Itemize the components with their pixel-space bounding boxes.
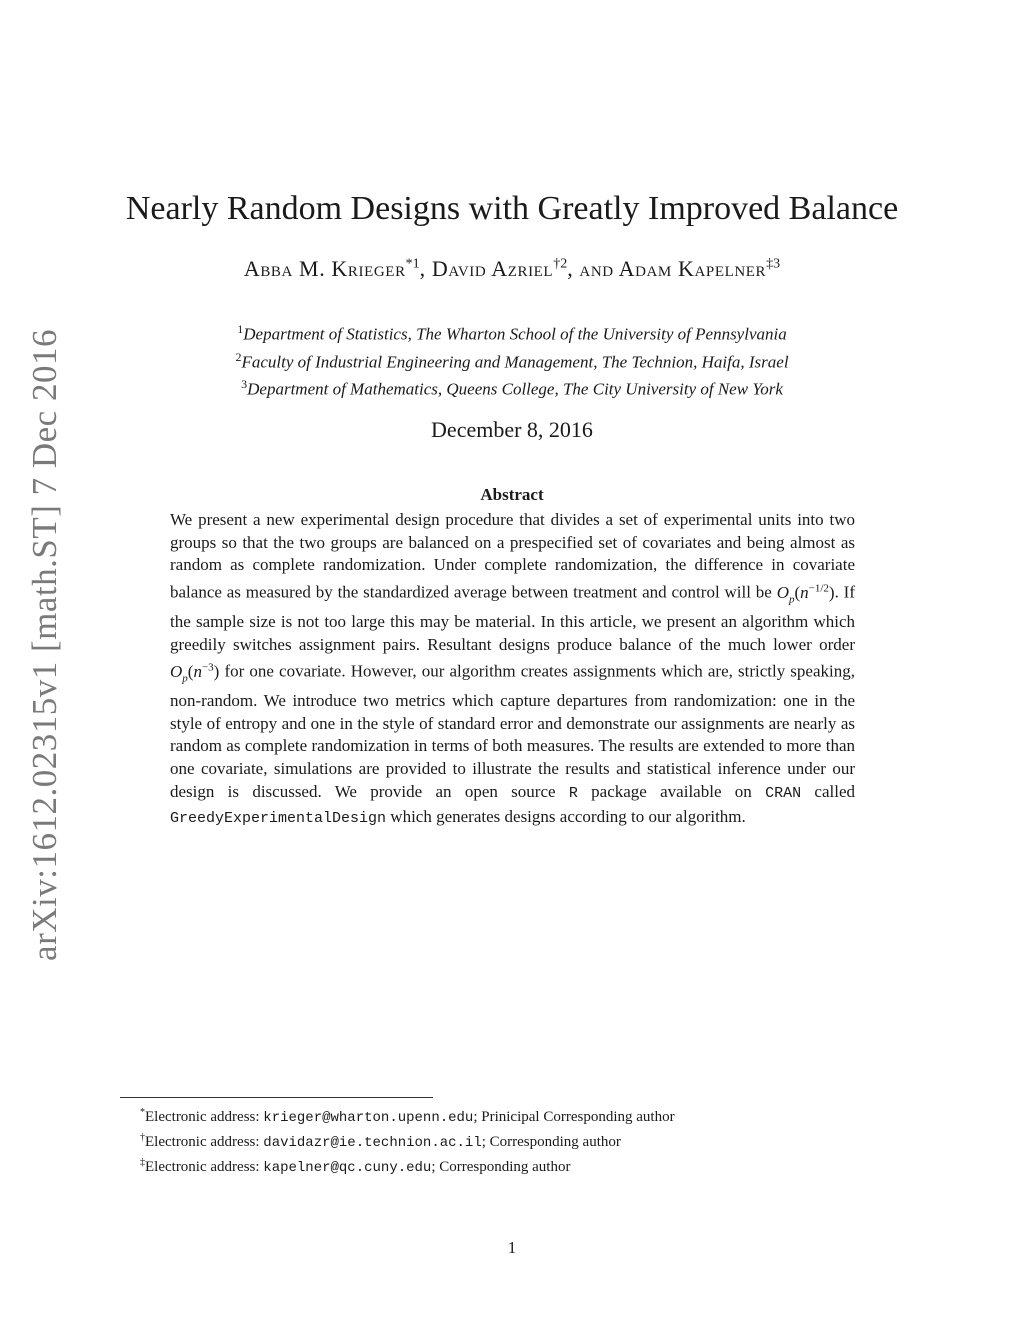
affiliation-number: 1 xyxy=(237,322,244,336)
footnote-mark: † xyxy=(140,1132,145,1143)
abstract-heading: Abstract xyxy=(480,485,544,504)
affiliation-text: Department of Mathematics, Queens College, The City University of New York xyxy=(247,379,783,399)
code-cran: CRAN xyxy=(765,784,802,802)
footnote-list xyxy=(140,1103,675,1178)
math-paren: ( xyxy=(794,582,801,602)
author-footnote-mark: ‡3 xyxy=(766,256,781,272)
affiliation-line xyxy=(0,373,1024,401)
abstract-text: We present a new experimental design procedure that divides a set of experimental units into two groups so that the two groups are balanced on a prespecified set of covariates and being almost as random as complete randomization. Under complete randomization, the difference in covariate balance as measured by the standardized average between treatment and control will be xyxy=(170,510,855,602)
affiliation-number: 3 xyxy=(241,377,248,392)
author-name: Abba M. Krieger xyxy=(243,256,406,281)
author-separator: , and xyxy=(567,256,619,281)
math-op-notation xyxy=(776,582,835,606)
author-footnote-mark: *1 xyxy=(405,256,420,272)
footnote xyxy=(140,1153,675,1178)
author-footnote-mark: †2 xyxy=(553,256,568,272)
footnote-prefix: Electronic address: xyxy=(145,1109,264,1125)
footnote-suffix: ; Corresponding author xyxy=(481,1134,621,1150)
footnote-mark: * xyxy=(140,1107,145,1118)
affiliation-line xyxy=(0,318,1024,346)
footnote-email-link[interactable]: davidazr@ie.technion.ac.il xyxy=(263,1135,482,1151)
arxiv-identifier[interactable]: arXiv:1612.02315v1 [math.ST] 7 Dec 2016 xyxy=(25,329,64,961)
math-subscript: p xyxy=(788,593,795,606)
affiliation-number: 2 xyxy=(235,349,242,364)
abstract-text: package available on xyxy=(577,781,766,801)
math-paren: ( xyxy=(187,661,194,681)
abstract-text: for one covariate. However, our algorithm creates assignments which are, strictly speaking, non-random. We introduce two metrics which capture departures from randomization: one in the style of entropy and one in the style of standard error and demonstrate our assignments are nearly as random as complete randomization in terms of both measures. The results are extended to more than one covariate, simulations are provided to illustrate the results and statistical inference under our design is discussed. We provide an open source xyxy=(170,661,855,801)
math-op-notation xyxy=(170,661,220,685)
footnote-suffix: ; Corresponding author xyxy=(431,1159,571,1175)
code-package-name: GreedyExperimentalDesign xyxy=(170,809,387,827)
math-variable: n xyxy=(800,582,809,602)
affiliation-line xyxy=(0,346,1024,374)
math-subscript: p xyxy=(182,672,188,685)
footnote-mark: ‡ xyxy=(140,1157,145,1168)
affiliation-text: Faculty of Industrial Engineering and Management, The Technion, Haifa, Israel xyxy=(241,352,789,372)
author-name: Adam Kapelner xyxy=(618,256,767,281)
math-symbol: O xyxy=(776,582,789,602)
math-exponent: −3 xyxy=(201,661,214,674)
math-exponent: −1/2 xyxy=(808,582,829,595)
abstract-text: . If the sample size is not too large this may be material. In this article, we present an algorithm which greedily switches assignment pairs. Resultant designs produce balance of the much lower order xyxy=(170,582,856,654)
page-number: 1 xyxy=(507,1238,517,1257)
footnote-email-link[interactable]: krieger@wharton.upenn.edu xyxy=(263,1110,474,1126)
footnote-suffix: ; Prinicipal Corresponding author xyxy=(473,1109,675,1125)
math-symbol: O xyxy=(170,661,183,681)
footnote xyxy=(140,1103,675,1128)
publication-date: December 8, 2016 xyxy=(431,417,593,442)
abstract-text: called xyxy=(801,781,855,801)
footnote-prefix: Electronic address: xyxy=(145,1159,264,1175)
abstract-paragraph xyxy=(170,509,855,830)
author-name: David Azriel xyxy=(431,256,554,281)
abstract-body xyxy=(170,509,855,830)
author-list xyxy=(0,256,1024,282)
affiliation-list xyxy=(0,318,1024,401)
math-paren: ) xyxy=(213,661,220,681)
author-separator: , xyxy=(419,256,432,281)
code-r: R xyxy=(568,784,578,802)
footnote xyxy=(140,1128,675,1153)
math-variable: n xyxy=(193,661,202,681)
abstract-text: which generates designs according to our algorithm. xyxy=(386,806,746,826)
footnote-rule xyxy=(120,1097,433,1098)
paper-title: Nearly Random Designs with Greatly Improved Balance xyxy=(125,190,899,227)
footnote-email-link[interactable]: kapelner@qc.cuny.edu xyxy=(263,1160,432,1176)
math-paren: ) xyxy=(828,582,835,602)
footnote-prefix: Electronic address: xyxy=(145,1134,264,1150)
affiliation-text: Department of Statistics, The Wharton School of the University of Pennsylvania xyxy=(243,324,787,344)
